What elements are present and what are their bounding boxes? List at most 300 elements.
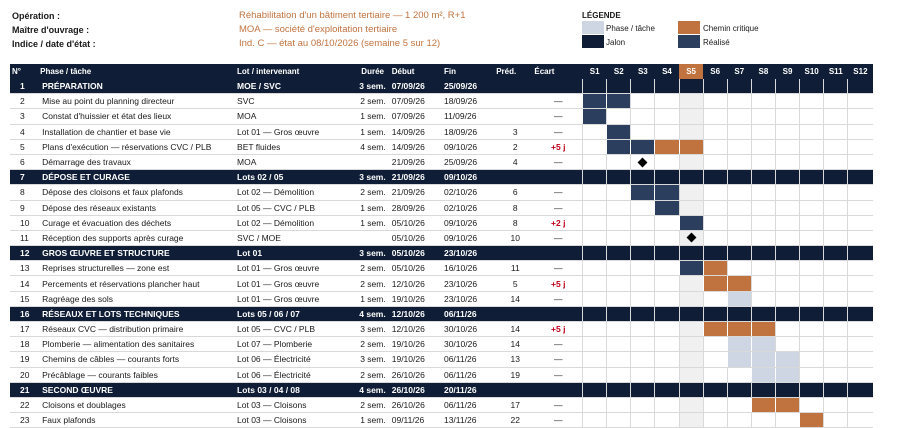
- task-row: [10, 139, 873, 154]
- gantt-bar-done: [655, 200, 679, 215]
- week-cell: [703, 306, 727, 321]
- col-lot: Lot / intervenant: [237, 64, 354, 79]
- week-cell: [800, 246, 824, 261]
- week-cell: [703, 230, 727, 245]
- task-row: [10, 413, 873, 428]
- task-number: 12: [10, 246, 36, 261]
- task-end: 09/10/26: [444, 215, 496, 230]
- week-cell: [583, 306, 607, 321]
- week-cell: [631, 230, 655, 245]
- task-row: [10, 124, 873, 139]
- week-cell: [727, 215, 751, 230]
- week-cell: [824, 291, 848, 306]
- legend-title: LÉGENDE: [582, 11, 621, 20]
- week-header-s5: S5: [679, 64, 703, 79]
- week-cell: [583, 139, 607, 154]
- week-cell: [631, 109, 655, 124]
- task-lot: Lot 01 — Gros œuvre: [237, 261, 354, 276]
- task-end: 09/10/26: [444, 170, 496, 185]
- gantt-bar-crit: [703, 322, 727, 337]
- week-cell: [631, 79, 655, 94]
- col-end: Fin: [444, 64, 496, 79]
- task-duration: 3 sem.: [354, 170, 392, 185]
- gantt-table: [10, 64, 873, 428]
- week-cell: [800, 382, 824, 397]
- task-gap: +5 j: [534, 276, 582, 291]
- week-cell: [607, 397, 631, 412]
- task-row: [10, 291, 873, 306]
- task-number: 21: [10, 382, 36, 397]
- week-header-s6: S6: [703, 64, 727, 79]
- task-row: [10, 367, 873, 382]
- task-lot: MOA: [237, 109, 354, 124]
- week-cell: [751, 215, 775, 230]
- week-cell: [631, 94, 655, 109]
- week-cell: [775, 261, 799, 276]
- task-predecessor: 8: [496, 215, 534, 230]
- task-predecessor: [496, 170, 534, 185]
- week-cell: [775, 291, 799, 306]
- week-cell: [727, 397, 751, 412]
- week-cell: [751, 276, 775, 291]
- week-cell: [679, 306, 703, 321]
- task-end: 09/10/26: [444, 139, 496, 154]
- week-cell: [631, 306, 655, 321]
- week-cell: [848, 139, 873, 154]
- week-cell: [751, 79, 775, 94]
- task-name: Installation de chantier et base vie: [36, 124, 237, 139]
- gantt-bar-crit: [751, 322, 775, 337]
- week-cell: [727, 124, 751, 139]
- week-cell: [703, 397, 727, 412]
- week-cell: [631, 215, 655, 230]
- task-predecessor: [496, 306, 534, 321]
- week-cell: [679, 276, 703, 291]
- week-cell: [775, 200, 799, 215]
- task-gap: —: [534, 109, 582, 124]
- task-row: [10, 276, 873, 291]
- week-cell: [607, 413, 631, 428]
- week-cell: [655, 276, 679, 291]
- week-cell: [751, 94, 775, 109]
- week-cell: [631, 322, 655, 337]
- task-name: Réseaux CVC — distribution primaire: [36, 322, 237, 337]
- task-number: 23: [10, 413, 36, 428]
- task-start: 07/09/26: [392, 109, 444, 124]
- week-cell: [679, 200, 703, 215]
- week-cell: [775, 170, 799, 185]
- gantt-bar-done: [583, 109, 607, 124]
- task-duration: 2 sem.: [354, 276, 392, 291]
- task-lot: Lot 03 — Cloisons: [237, 413, 354, 428]
- week-cell: [583, 337, 607, 352]
- week-cell: [727, 94, 751, 109]
- task-number: 9: [10, 200, 36, 215]
- week-cell: [848, 170, 873, 185]
- task-lot: Lot 05 — CVC / PLB: [237, 200, 354, 215]
- task-lot: SVC / MOE: [237, 230, 354, 245]
- week-cell: [679, 246, 703, 261]
- week-cell: [824, 367, 848, 382]
- week-cell: [679, 397, 703, 412]
- week-header-s7: S7: [727, 64, 751, 79]
- task-lot: Lot 01 — Gros œuvre: [237, 276, 354, 291]
- week-cell: [679, 322, 703, 337]
- week-cell: [727, 367, 751, 382]
- task-gap: —: [534, 200, 582, 215]
- week-cell: [848, 261, 873, 276]
- task-start: 05/10/26: [392, 261, 444, 276]
- week-cell: [583, 397, 607, 412]
- task-end: 06/11/26: [444, 397, 496, 412]
- week-cell: [679, 154, 703, 169]
- week-cell: [607, 337, 631, 352]
- task-row: [10, 397, 873, 412]
- week-cell: [848, 185, 873, 200]
- week-cell: [751, 306, 775, 321]
- week-cell: [824, 382, 848, 397]
- week-cell: [583, 276, 607, 291]
- task-name: Chemins de câbles — courants forts: [36, 352, 237, 367]
- task-end: 06/11/26: [444, 352, 496, 367]
- task-row: [10, 230, 873, 245]
- week-cell: [751, 139, 775, 154]
- gantt-bar-done: [679, 261, 703, 276]
- task-predecessor: 19: [496, 367, 534, 382]
- week-cell: [775, 139, 799, 154]
- week-cell: [751, 246, 775, 261]
- week-cell: [727, 139, 751, 154]
- task-duration: 2 sem.: [354, 397, 392, 412]
- week-cell: [751, 200, 775, 215]
- week-cell: [607, 154, 631, 169]
- week-cell: [848, 109, 873, 124]
- table-header: [10, 64, 873, 79]
- task-name: Plans d'exécution — réservations CVC / PLB: [36, 139, 237, 154]
- week-cell: [775, 185, 799, 200]
- week-cell: [775, 337, 799, 352]
- gantt-bar-done: [607, 94, 631, 109]
- week-cell: [848, 382, 873, 397]
- task-duration: 2 sem.: [354, 185, 392, 200]
- week-cell: [727, 246, 751, 261]
- week-cell: [655, 124, 679, 139]
- week-cell: [631, 337, 655, 352]
- task-name: DÉPOSE ET CURAGE: [36, 170, 237, 185]
- week-cell: [655, 79, 679, 94]
- col-num: N°: [10, 64, 36, 79]
- week-cell: [607, 382, 631, 397]
- task-end: 18/09/26: [444, 94, 496, 109]
- week-cell: [583, 367, 607, 382]
- week-cell: [824, 200, 848, 215]
- task-end: 23/10/26: [444, 246, 496, 261]
- week-cell: [775, 94, 799, 109]
- task-duration: [354, 230, 392, 245]
- week-cell: [848, 352, 873, 367]
- week-cell: [848, 200, 873, 215]
- gantt-bar-crit: [679, 139, 703, 154]
- task-row: [10, 215, 873, 230]
- task-number: 4: [10, 124, 36, 139]
- task-number: 18: [10, 337, 36, 352]
- week-cell: [800, 185, 824, 200]
- week-cell: [703, 352, 727, 367]
- week-cell: [703, 413, 727, 428]
- gantt-bar-phase: [751, 367, 775, 382]
- week-cell: [824, 230, 848, 245]
- task-start: 21/09/26: [392, 185, 444, 200]
- task-gap: +5 j: [534, 322, 582, 337]
- task-duration: 3 sem.: [354, 352, 392, 367]
- gantt-bar-crit: [727, 276, 751, 291]
- task-start: 19/10/26: [392, 291, 444, 306]
- task-predecessor: 11: [496, 261, 534, 276]
- task-start: 26/10/26: [392, 367, 444, 382]
- week-cell: [800, 276, 824, 291]
- week-cell: [655, 261, 679, 276]
- week-cell: [727, 261, 751, 276]
- table-body: [10, 79, 873, 428]
- task-end: 02/10/26: [444, 200, 496, 215]
- task-start: 05/10/26: [392, 246, 444, 261]
- task-predecessor: 8: [496, 200, 534, 215]
- gantt-bar-done: [583, 94, 607, 109]
- operation-value: Réhabilitation d'un bâtiment tertiaire — 1 200 m², R+1: [239, 10, 466, 21]
- week-cell: [583, 185, 607, 200]
- gantt-bar-crit: [775, 397, 799, 412]
- week-cell: [751, 124, 775, 139]
- week-cell: [655, 397, 679, 412]
- task-number: 8: [10, 185, 36, 200]
- task-duration: 3 sem.: [354, 246, 392, 261]
- gantt-bar-crit: [727, 322, 751, 337]
- week-cell: [607, 215, 631, 230]
- week-cell: [848, 413, 873, 428]
- week-cell: [848, 94, 873, 109]
- week-cell: [800, 306, 824, 321]
- week-cell: [703, 291, 727, 306]
- legend-label-phase: Phase / tâche: [606, 24, 655, 33]
- task-end: 11/09/26: [444, 109, 496, 124]
- week-cell: [751, 230, 775, 245]
- task-start: 26/10/26: [392, 382, 444, 397]
- week-cell: [631, 200, 655, 215]
- task-duration: 3 sem.: [354, 79, 392, 94]
- week-cell: [800, 170, 824, 185]
- task-start: 26/10/26: [392, 397, 444, 412]
- week-cell: [679, 337, 703, 352]
- task-predecessor: [496, 109, 534, 124]
- week-header-s3: S3: [631, 64, 655, 79]
- week-header-s2: S2: [607, 64, 631, 79]
- task-start: 09/11/26: [392, 413, 444, 428]
- gantt-bar-done: [631, 185, 655, 200]
- task-duration: 4 sem.: [354, 382, 392, 397]
- task-row: [10, 337, 873, 352]
- task-start: 14/09/26: [392, 124, 444, 139]
- week-cell: [800, 215, 824, 230]
- task-duration: 2 sem.: [354, 367, 392, 382]
- task-start: 07/09/26: [392, 79, 444, 94]
- task-name: PRÉPARATION: [36, 79, 237, 94]
- week-cell: [727, 109, 751, 124]
- week-cell: [800, 109, 824, 124]
- task-name: Précâblage — courants faibles: [36, 367, 237, 382]
- task-predecessor: [496, 246, 534, 261]
- week-cell: [703, 170, 727, 185]
- week-cell: [607, 246, 631, 261]
- task-lot: BET fluides: [237, 139, 354, 154]
- section-row: [10, 170, 873, 185]
- week-cell: [703, 200, 727, 215]
- task-lot: Lots 02 / 05: [237, 170, 354, 185]
- week-cell: [607, 352, 631, 367]
- task-end: 06/11/26: [444, 306, 496, 321]
- task-lot: SVC: [237, 94, 354, 109]
- gantt-bar-crit: [751, 397, 775, 412]
- week-cell: [800, 337, 824, 352]
- week-cell: [655, 367, 679, 382]
- task-gap: —: [534, 230, 582, 245]
- task-row: [10, 200, 873, 215]
- week-cell: [607, 200, 631, 215]
- gantt-bar-crit: [655, 139, 679, 154]
- week-cell: [655, 215, 679, 230]
- week-cell: [655, 154, 679, 169]
- week-cell: [679, 185, 703, 200]
- week-cell: [631, 382, 655, 397]
- task-name: RÉSEAUX ET LOTS TECHNIQUES: [36, 306, 237, 321]
- gantt-bar-done: [679, 215, 703, 230]
- week-cell: [824, 185, 848, 200]
- week-cell: [848, 367, 873, 382]
- week-cell: [800, 79, 824, 94]
- week-cell: [607, 306, 631, 321]
- week-cell: [655, 413, 679, 428]
- week-cell: [655, 291, 679, 306]
- week-cell: [703, 79, 727, 94]
- week-cell: [607, 230, 631, 245]
- week-header-s4: S4: [655, 64, 679, 79]
- task-gap: —: [534, 337, 582, 352]
- week-cell: [679, 94, 703, 109]
- task-duration: 4 sem.: [354, 306, 392, 321]
- week-cell: [583, 124, 607, 139]
- week-cell: [607, 322, 631, 337]
- week-cell: [703, 367, 727, 382]
- task-duration: 1 sem.: [354, 215, 392, 230]
- task-name: Dépose des réseaux existants: [36, 200, 237, 215]
- task-name: Ragréage des sols: [36, 291, 237, 306]
- col-start: Début: [392, 64, 444, 79]
- week-cell: [824, 154, 848, 169]
- task-lot: Lot 03 — Cloisons: [237, 397, 354, 412]
- task-duration: [354, 154, 392, 169]
- task-start: 19/10/26: [392, 337, 444, 352]
- legend-swatch-done: [678, 35, 700, 48]
- task-gap: [534, 306, 582, 321]
- week-header-s9: S9: [775, 64, 799, 79]
- task-gap: —: [534, 185, 582, 200]
- week-cell: [775, 306, 799, 321]
- task-gap: [534, 79, 582, 94]
- week-cell: [775, 109, 799, 124]
- week-cell: [727, 306, 751, 321]
- week-cell: [679, 413, 703, 428]
- task-end: 02/10/26: [444, 185, 496, 200]
- task-duration: 2 sem.: [354, 261, 392, 276]
- task-row: [10, 261, 873, 276]
- gantt-bar-phase: [751, 337, 775, 352]
- week-cell: [727, 230, 751, 245]
- task-predecessor: [496, 79, 534, 94]
- week-cell: [583, 322, 607, 337]
- task-duration: 2 sem.: [354, 337, 392, 352]
- task-number: 10: [10, 215, 36, 230]
- task-gap: —: [534, 367, 582, 382]
- week-cell: [631, 276, 655, 291]
- task-lot: Lot 02 — Démolition: [237, 185, 354, 200]
- week-cell: [655, 94, 679, 109]
- task-predecessor: 17: [496, 397, 534, 412]
- col-task: Phase / tâche: [36, 64, 237, 79]
- week-cell: [655, 230, 679, 245]
- task-end: 06/11/26: [444, 367, 496, 382]
- week-cell: [824, 397, 848, 412]
- week-cell: [655, 246, 679, 261]
- task-lot: Lot 02 — Démolition: [237, 215, 354, 230]
- week-cell: [583, 382, 607, 397]
- week-cell: [703, 109, 727, 124]
- section-row: [10, 382, 873, 397]
- task-number: 7: [10, 170, 36, 185]
- week-cell: [655, 352, 679, 367]
- week-cell: [655, 337, 679, 352]
- week-cell: [800, 261, 824, 276]
- task-gap: —: [534, 291, 582, 306]
- task-lot: Lots 05 / 06 / 07: [237, 306, 354, 321]
- task-number: 11: [10, 230, 36, 245]
- week-cell: [727, 185, 751, 200]
- week-cell: [631, 154, 655, 169]
- task-name: Plomberie — alimentation des sanitaires: [36, 337, 237, 352]
- section-row: [10, 79, 873, 94]
- task-end: 13/11/26: [444, 413, 496, 428]
- week-cell: [775, 276, 799, 291]
- week-cell: [751, 413, 775, 428]
- gantt-bar-crit: [703, 276, 727, 291]
- task-row: [10, 94, 873, 109]
- task-predecessor: 10: [496, 230, 534, 245]
- task-end: 30/10/26: [444, 337, 496, 352]
- week-cell: [583, 352, 607, 367]
- week-cell: [631, 291, 655, 306]
- week-cell: [848, 230, 873, 245]
- week-cell: [655, 109, 679, 124]
- task-predecessor: 5: [496, 276, 534, 291]
- week-cell: [631, 170, 655, 185]
- week-cell: [824, 79, 848, 94]
- gantt-bar-done: [607, 124, 631, 139]
- week-cell: [848, 322, 873, 337]
- week-header-s10: S10: [800, 64, 824, 79]
- task-gap: —: [534, 397, 582, 412]
- week-cell: [775, 230, 799, 245]
- week-cell: [703, 382, 727, 397]
- week-cell: [824, 124, 848, 139]
- task-lot: Lot 01: [237, 246, 354, 261]
